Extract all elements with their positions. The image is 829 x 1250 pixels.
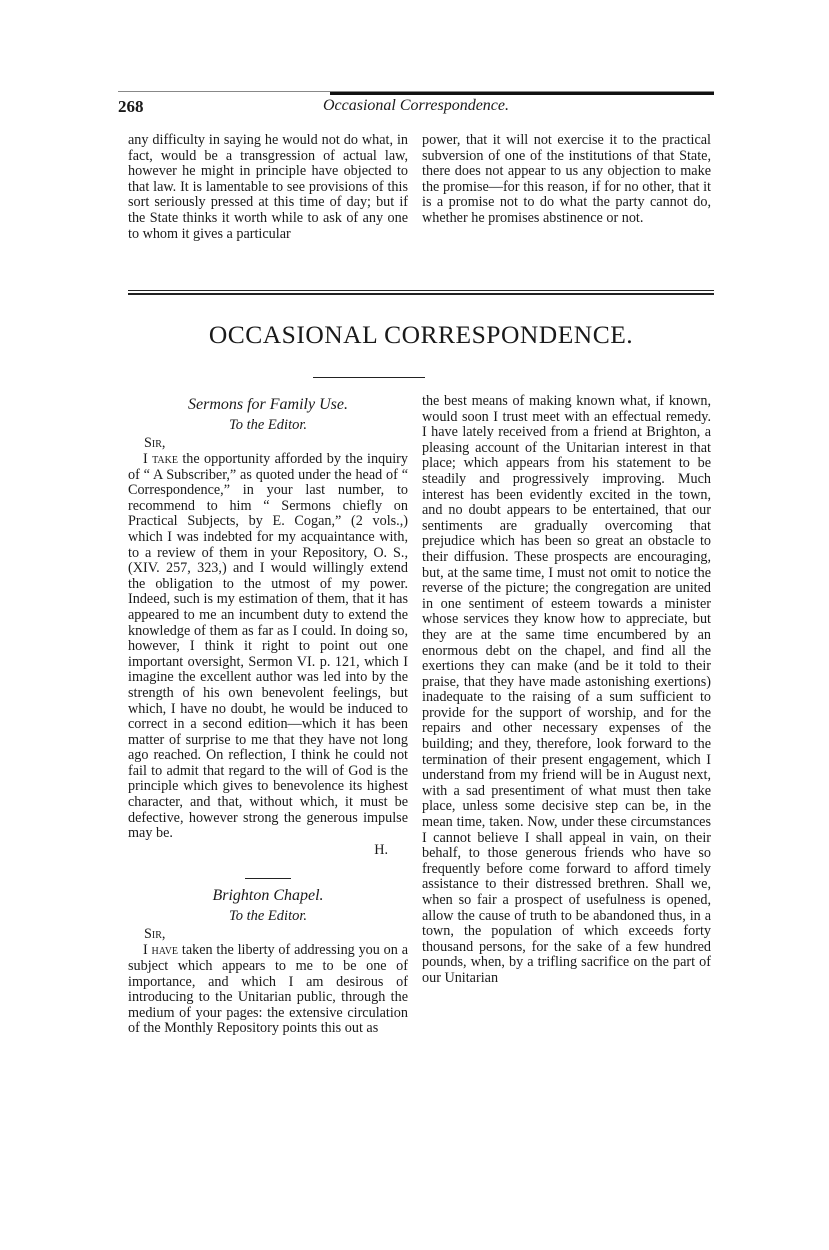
right-column xyxy=(422,394,711,987)
letter-salutation: Sir, xyxy=(144,435,166,451)
letter-addressee: To the Editor. xyxy=(228,417,308,433)
continuation-left-column xyxy=(128,133,408,242)
continuation-right-column xyxy=(422,133,711,227)
letter-salutation: Sir, xyxy=(144,926,166,943)
opening-caps: I take xyxy=(143,451,178,467)
continuation-left-text: any difficulty in saying he would not do what, in fact, would be a transgression of actual law, however he might in principle have objected to that law. It is lamentable to see provisions of this sort seriously pressed at this time of day; but if the State thinks it worth while to ask of any one to whom it gives a particular xyxy=(128,132,408,242)
letter-signature: H. xyxy=(374,841,388,858)
continuation-right-text: power, that it will not exercise it to the practical subversion of one of the institutions of that State, there does not appear to us any objection to make the promise—for this reason, if for no other, that it is a promise not to do what the party cannot do, whether he promises abstinence or not. xyxy=(422,132,711,226)
letter-body xyxy=(128,452,408,842)
letter-addressee: To the Editor. xyxy=(228,908,308,925)
letter-body-text: taken the liberty of addressing you on a subject which appears to me to be one of importance, and which I am desirous of introducing to the Unitarian public, through the medium of your pages: the extensive circulation of the Monthly Repository points this out as xyxy=(128,942,408,1037)
letter-body-text: the opportunity afforded by the inquiry of “ A Subscriber,” as quoted under the head of “ Correspondence,” in your last number, to recommend to him “ Sermons chiefly on Practical Subjects, by E. Cogan,” (2 vols.,) which I was indebted for my acquaintance with, to a review of them in your Repository, O. S., (XIV. 257, 323,) and I would willingly extend the obligation to the utmost of my power. Indeed, such is my estimation of them, that it has appeared to me an incumbent duty to extend the knowledge of them as far as I could. In doing so, however, I think it right to point out one important oversight, Sermon VI. p. 121, which I imagine the excellent author was led into by the strength of his own benevolent feelings, but which, I have no doubt, he would be induced to correct in a second edition—which it has been matter of surprise to me that they have not long ago reached. On reflection, I think he could not fail to admit that regard to the will of God is the principle which gives to benevolence its highest character, and that, without which, it must be defective, however strong the generous impulse may be. xyxy=(128,451,408,842)
title-underline-rule xyxy=(313,377,425,378)
letter-sermons xyxy=(128,394,408,858)
letter-body-left xyxy=(128,943,408,1037)
letter-brighton-chapel xyxy=(128,885,408,1037)
section-divider-rule xyxy=(128,290,714,291)
letter-separator-rule xyxy=(245,878,291,879)
letter-heading: Brighton Chapel. xyxy=(212,887,324,905)
section-title: OCCASIONAL CORRESPONDENCE. xyxy=(208,320,634,349)
letter-heading: Sermons for Family Use. xyxy=(188,396,348,413)
running-title: Occasional Correspondence. xyxy=(322,97,510,114)
header-rule-thick xyxy=(330,92,714,95)
section-divider-rule-thick xyxy=(128,293,714,295)
left-column xyxy=(128,394,408,1037)
running-head xyxy=(118,97,714,117)
opening-caps: I have xyxy=(143,942,179,959)
page-number: 268 xyxy=(118,97,144,116)
letter-body-right: the best means of making known what, if known, would soon I trust meet with an effectual remedy. I have lately received from a friend at Brighton, a pleasing account of the Unitarian interest in that place; which appears from his statement to be steadily and progressively improving. Much interest has been evidently excited in the town, and no doubt appears to be entertained, that our sentiments are gradually overcoming that prejudice which has been so great an obstacle to their diffusion. These prospects are encouraging, but, at the same time, I must not omit to notice the reverse of the picture; the congregation are united in one sentiment of esteem towards a minister whose services they know how to appreciate, but they are at the same time encumbered by an enormous debt on the chapel, and find all the exertions they can make (and be it told to their praise, that they have made astonishing exertions) inadequate to the raising of a sum sufficient to provide for the support of worship, and for the repairs and other necessary expenses of the building; and they, therefore, look forward to the termination of their present engagement, which I understand from my friend will be in August next, with a sad presentiment of what must then take place, unless some decisive step can be, in the mean time, taken. Now, under these circumstances I cannot believe I shall appeal in vain, on their behalf, to those generous friends who have so frequently before come forward to afford timely assistance to their distressed brethren. Shall we, when so fair a prospect of usefulness is opened, allow the cause of truth to be abandoned thus, in a town, the population of which exceeds forty thousand persons, for the sake of a few hundred pounds, when, by a trifling sacrifice on the part of our Unitarian xyxy=(422,393,711,986)
